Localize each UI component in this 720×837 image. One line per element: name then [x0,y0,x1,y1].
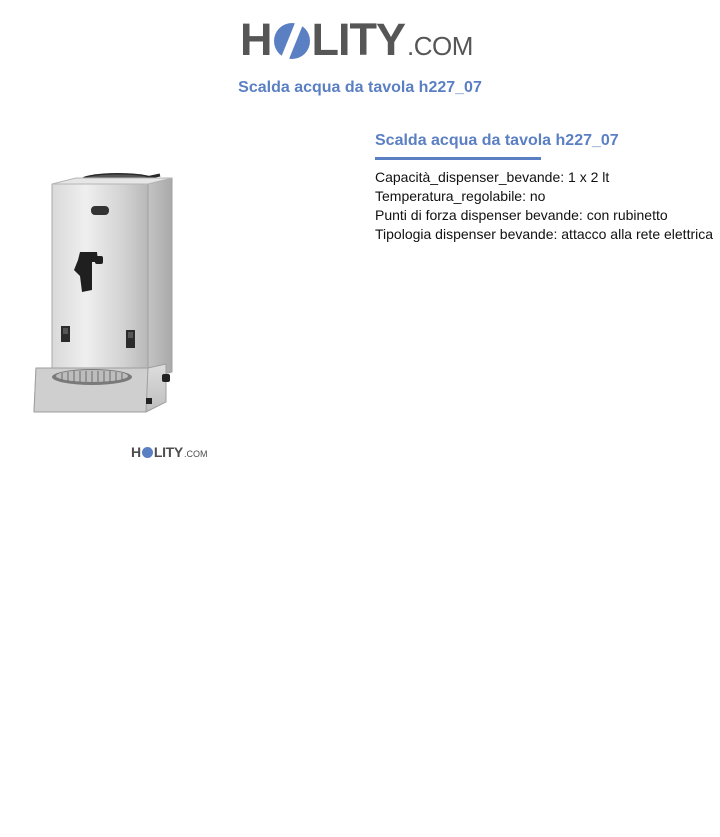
product-details [375,131,720,244]
spec-item-features: Punti di forza dispenser bevande: con rubinetto [375,207,668,223]
logo-o-icon [274,23,310,59]
logo-text-right: LITY [311,14,405,65]
spec-list [375,168,720,244]
site-logo[interactable] [240,12,485,68]
spec-item-type: Tipologia dispenser bevande: attacco alla rete elettrica [375,226,714,242]
logo-suffix: .COM [407,31,473,61]
page-title: Scalda acqua da tavola h227_07 [238,79,482,96]
product-image [0,120,230,480]
watermark-text-left: H [131,444,141,460]
watermark-o-icon [142,447,153,458]
logo-text-left: H [240,14,272,65]
watermark-logo [131,444,221,462]
spec-item-capacity: Capacità_dispenser_bevande: 1 x 2 lt [375,169,610,185]
watermark-text-right: LITY [153,444,183,460]
watermark-suffix: .COM [183,449,208,459]
water-heater-illustration [0,120,230,480]
spec-item-temperature: Temperatura_regolabile: no [375,188,546,204]
product-title: Scalda acqua da tavola h227_07 [375,132,619,149]
title-underline [375,157,541,160]
